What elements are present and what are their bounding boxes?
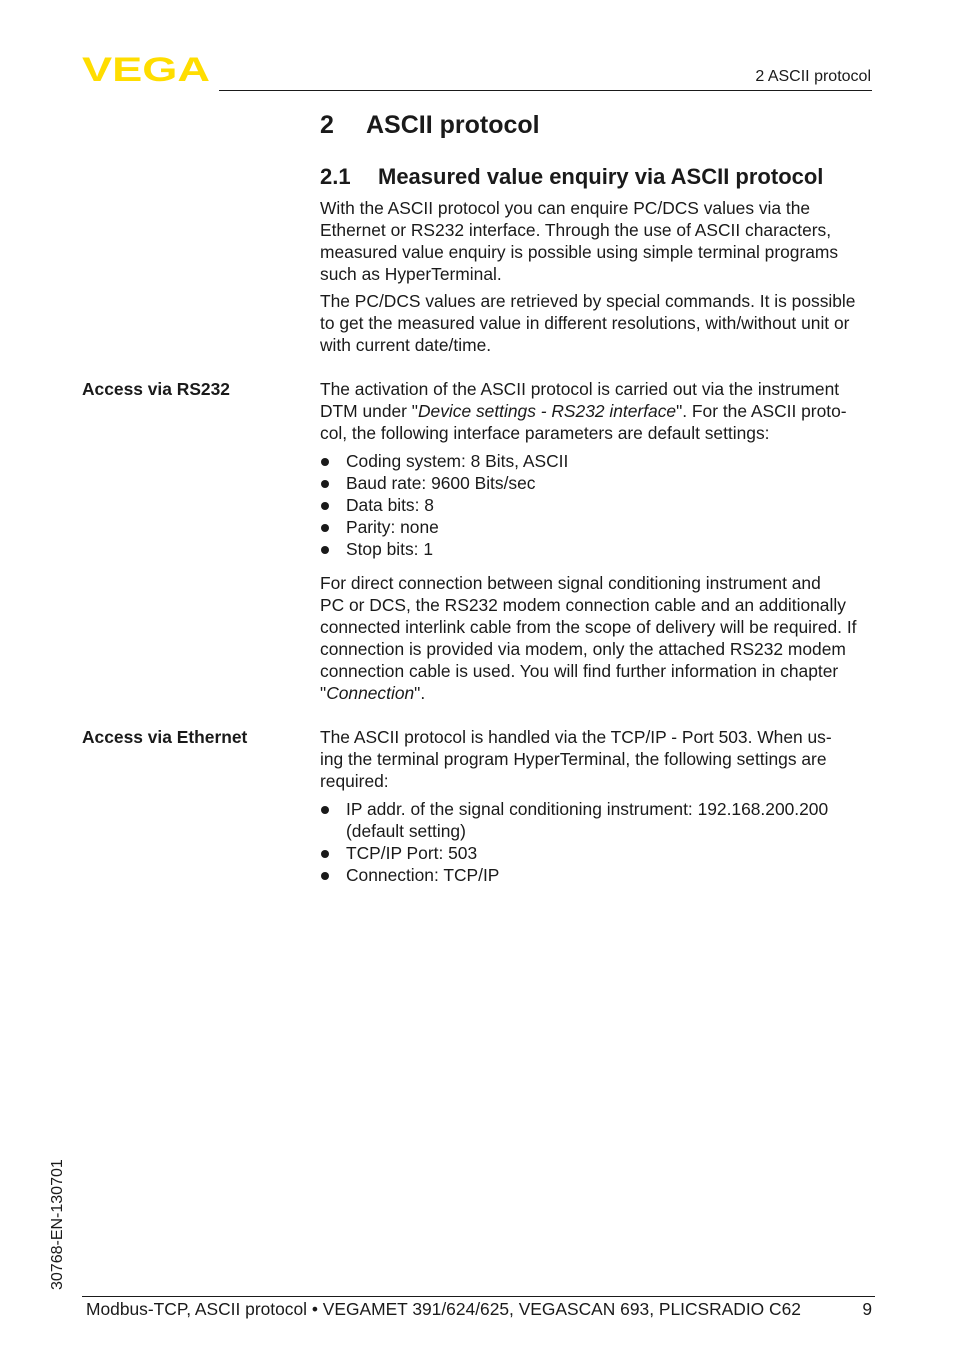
list-item-text: Parity: none [346, 517, 439, 537]
vega-logo [82, 50, 212, 84]
text-line [320, 748, 880, 770]
text-run: required: [320, 771, 389, 791]
rs232-bullet-list [320, 450, 568, 560]
emphasis-text: Device settings - RS232 interface [417, 401, 677, 421]
bullet-icon [321, 850, 329, 858]
text-run: The ASCII protocol is handled via the TCP/IP - Port 503. When us- [320, 727, 832, 747]
text-line [320, 400, 880, 422]
list-item [320, 538, 568, 560]
running-header: 2 ASCII protocol [755, 68, 871, 85]
bullet-icon [321, 546, 329, 554]
chapter-heading [320, 111, 540, 140]
list-item [320, 798, 828, 842]
list-item [320, 516, 568, 538]
text-line [320, 660, 880, 682]
ethernet-paragraph [320, 726, 880, 792]
text-run: such as HyperTerminal. [320, 264, 502, 284]
list-item-text: Coding system: 8 Bits, ASCII [346, 451, 569, 471]
intro-paragraph [320, 197, 880, 285]
bullet-icon [321, 502, 329, 510]
text-line [320, 638, 880, 660]
list-item-text: Stop bits: 1 [346, 539, 434, 559]
text-run: PC or DCS, the RS232 modem connection cable and an additionally [320, 595, 846, 615]
list-item-text: Baud rate: 9600 Bits/sec [346, 473, 536, 493]
header-divider [219, 90, 872, 91]
footer-text: Modbus-TCP, ASCII protocol • VEGAMET 391/624/625, VEGASCAN 693, PLICSRADIO C62 [86, 1299, 801, 1319]
list-item-text: TCP/IP Port: 503 [346, 843, 478, 863]
page-number: 9 [862, 1299, 872, 1319]
list-item-text: Connection: TCP/IP [346, 865, 500, 885]
rs232-paragraph [320, 378, 880, 444]
document-id: 30768-EN-130701 [49, 1159, 66, 1290]
text-run: ing the terminal program HyperTerminal, the following settings are [320, 749, 827, 769]
text-run: connected interlink cable from the scope of delivery will be required. If [320, 617, 857, 637]
side-label-rs232: Access via RS232 [82, 379, 230, 399]
text-line [320, 334, 880, 356]
rs232-paragraph-2 [320, 572, 880, 704]
list-item [320, 450, 568, 472]
list-item-text: IP addr. of the signal conditioning instrument: 192.168.200.200 [346, 799, 829, 819]
list-item [320, 864, 828, 886]
text-run: with current date/time. [320, 335, 492, 355]
text-line [320, 682, 880, 704]
text-run: With the ASCII protocol you can enquire PC/DCS values via the [320, 198, 811, 218]
text-line [320, 726, 880, 748]
ethernet-bullet-list [320, 798, 828, 886]
text-run: The activation of the ASCII protocol is carried out via the instrument [320, 379, 840, 399]
text-line [320, 770, 880, 792]
text-run: col, the following interface parameters are default settings: [320, 423, 770, 443]
text-line [320, 290, 880, 312]
svg-text:VEGA: VEGA [82, 50, 210, 84]
text-line [320, 378, 880, 400]
chapter-number: 2 [320, 111, 334, 139]
text-run: connection cable is used. You will find further information in chapter [320, 661, 839, 681]
list-item-text: Data bits: 8 [346, 495, 434, 515]
text-run: The PC/DCS values are retrieved by special commands. It is possible [320, 291, 856, 311]
text-line [320, 572, 880, 594]
text-line [320, 616, 880, 638]
list-item-text: (default setting) [346, 821, 466, 841]
list-item [320, 494, 568, 516]
text-run: Ethernet or RS232 interface. Through the use of ASCII characters, [320, 220, 832, 240]
emphasis-text: Connection [326, 683, 415, 703]
text-run: to get the measured value in different resolutions, with/without unit or [320, 313, 850, 333]
list-item [320, 472, 568, 494]
chapter-title: ASCII protocol [366, 111, 540, 139]
intro-paragraph-2 [320, 290, 880, 356]
section-heading [320, 164, 823, 190]
text-run: DTM under " [320, 401, 418, 421]
footer-divider [82, 1296, 875, 1297]
text-line [320, 219, 880, 241]
text-line [320, 422, 880, 444]
text-run: ". [414, 683, 426, 703]
text-run: " [320, 683, 327, 703]
side-label-ethernet: Access via Ethernet [82, 727, 248, 747]
section-title: Measured value enquiry via ASCII protocol [378, 164, 824, 189]
section-number: 2.1 [320, 164, 351, 189]
text-run: measured value enquiry is possible using simple terminal programs [320, 242, 839, 262]
text-line [320, 263, 880, 285]
list-item [320, 842, 828, 864]
text-run: connection is provided via modem, only the attached RS232 modem [320, 639, 846, 659]
bullet-icon [321, 806, 329, 814]
text-line [320, 197, 880, 219]
bullet-icon [321, 458, 329, 466]
bullet-icon [321, 524, 329, 532]
text-line [320, 241, 880, 263]
text-line [320, 312, 880, 334]
bullet-icon [321, 480, 329, 488]
text-line [320, 594, 880, 616]
text-run: For direct connection between signal conditioning instrument and [320, 573, 821, 593]
text-run: ". For the ASCII proto- [676, 401, 847, 421]
bullet-icon [321, 872, 329, 880]
